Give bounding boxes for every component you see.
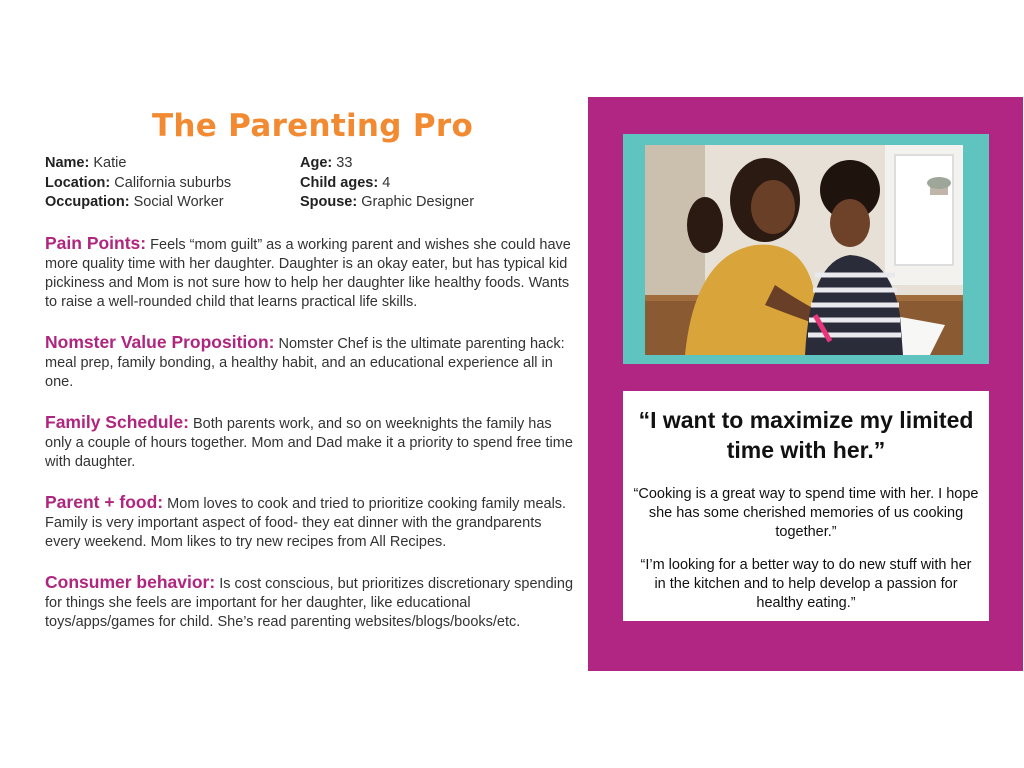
supporting-quote-2: “I’m looking for a better way to do new stuff with her in the kitchen and to help develop a passion for healthy eating.” [640, 557, 972, 611]
spouse-value: Graphic Designer [361, 194, 475, 210]
family-schedule-section [45, 413, 580, 472]
spouse-row [300, 193, 580, 213]
section-text: Both parents work, and so on weeknights the family has only a couple of hours together. Mom and Dad make it a priority to spend free time with daughter. [45, 415, 573, 470]
section-heading: Nomster Value Proposition: [45, 331, 275, 352]
location-label: Location: [45, 174, 111, 191]
location-value: California suburbs [114, 174, 232, 191]
main-quote: “I want to maximize my limited time with her.” [638, 407, 974, 463]
name-label: Name: [45, 155, 90, 171]
age-label: Age: [300, 155, 333, 171]
occupation-value: Social Worker [133, 194, 224, 210]
child-ages-label: Child ages: [300, 174, 379, 191]
spouse-label: Spouse: [300, 194, 358, 210]
age-value: 33 [336, 155, 353, 171]
supporting-quote-1: “Cooking is a great way to spend time with her. I hope she has some cherished memories of us cooking together.” [633, 486, 979, 540]
photo-illustration [645, 145, 963, 355]
age-row [300, 154, 580, 174]
child-ages-value: 4 [382, 174, 391, 191]
persona-info-grid [45, 154, 580, 213]
pain-points-section [45, 234, 580, 312]
section-text: Nomster Chef is the ultimate parenting hack: meal prep, family bonding, a healthy habit, and an educational experience all in one. [45, 335, 565, 390]
section-heading: Parent + food: [45, 491, 164, 512]
photo-frame [623, 134, 989, 364]
consumer-behavior-section [45, 573, 580, 632]
persona-panel [588, 97, 1023, 671]
child-ages-row [300, 174, 580, 194]
section-heading: Consumer behavior: [45, 571, 216, 592]
occupation-row [45, 193, 300, 213]
quote-box [623, 391, 989, 621]
value-proposition-section [45, 333, 580, 392]
parent-food-section [45, 493, 580, 552]
section-text: Mom loves to cook and tried to prioritize cooking family meals. Family is very important aspect of food- they eat dinner with the grandparents every weekend. Mom likes to try new recipes from All Recipes. [45, 495, 567, 550]
persona-column [45, 108, 580, 632]
mother-daughter-photo [645, 145, 963, 355]
name-row [45, 154, 300, 174]
name-value: Katie [93, 155, 127, 171]
section-text: Is cost conscious, but prioritizes discretionary spending for things she feels are important for her daughter, like educational toys/apps/games for child. She’s read parenting websites/blogs/books/etc. [45, 575, 574, 630]
section-text: Feels “mom guilt” as a working parent and wishes she could have more quality time with her daughter. Daughter is an okay eater, but has typical kid pickiness and Mom is not sure how to help her daughter like healthy foods. Wants to raise a well-rounded child that learns practical life skills. [45, 236, 571, 310]
occupation-label: Occupation: [45, 194, 130, 210]
section-heading: Family Schedule: [45, 411, 189, 432]
persona-title: The Parenting Pro [151, 108, 474, 144]
location-row [45, 174, 300, 194]
section-heading: Pain Points: [45, 232, 147, 253]
